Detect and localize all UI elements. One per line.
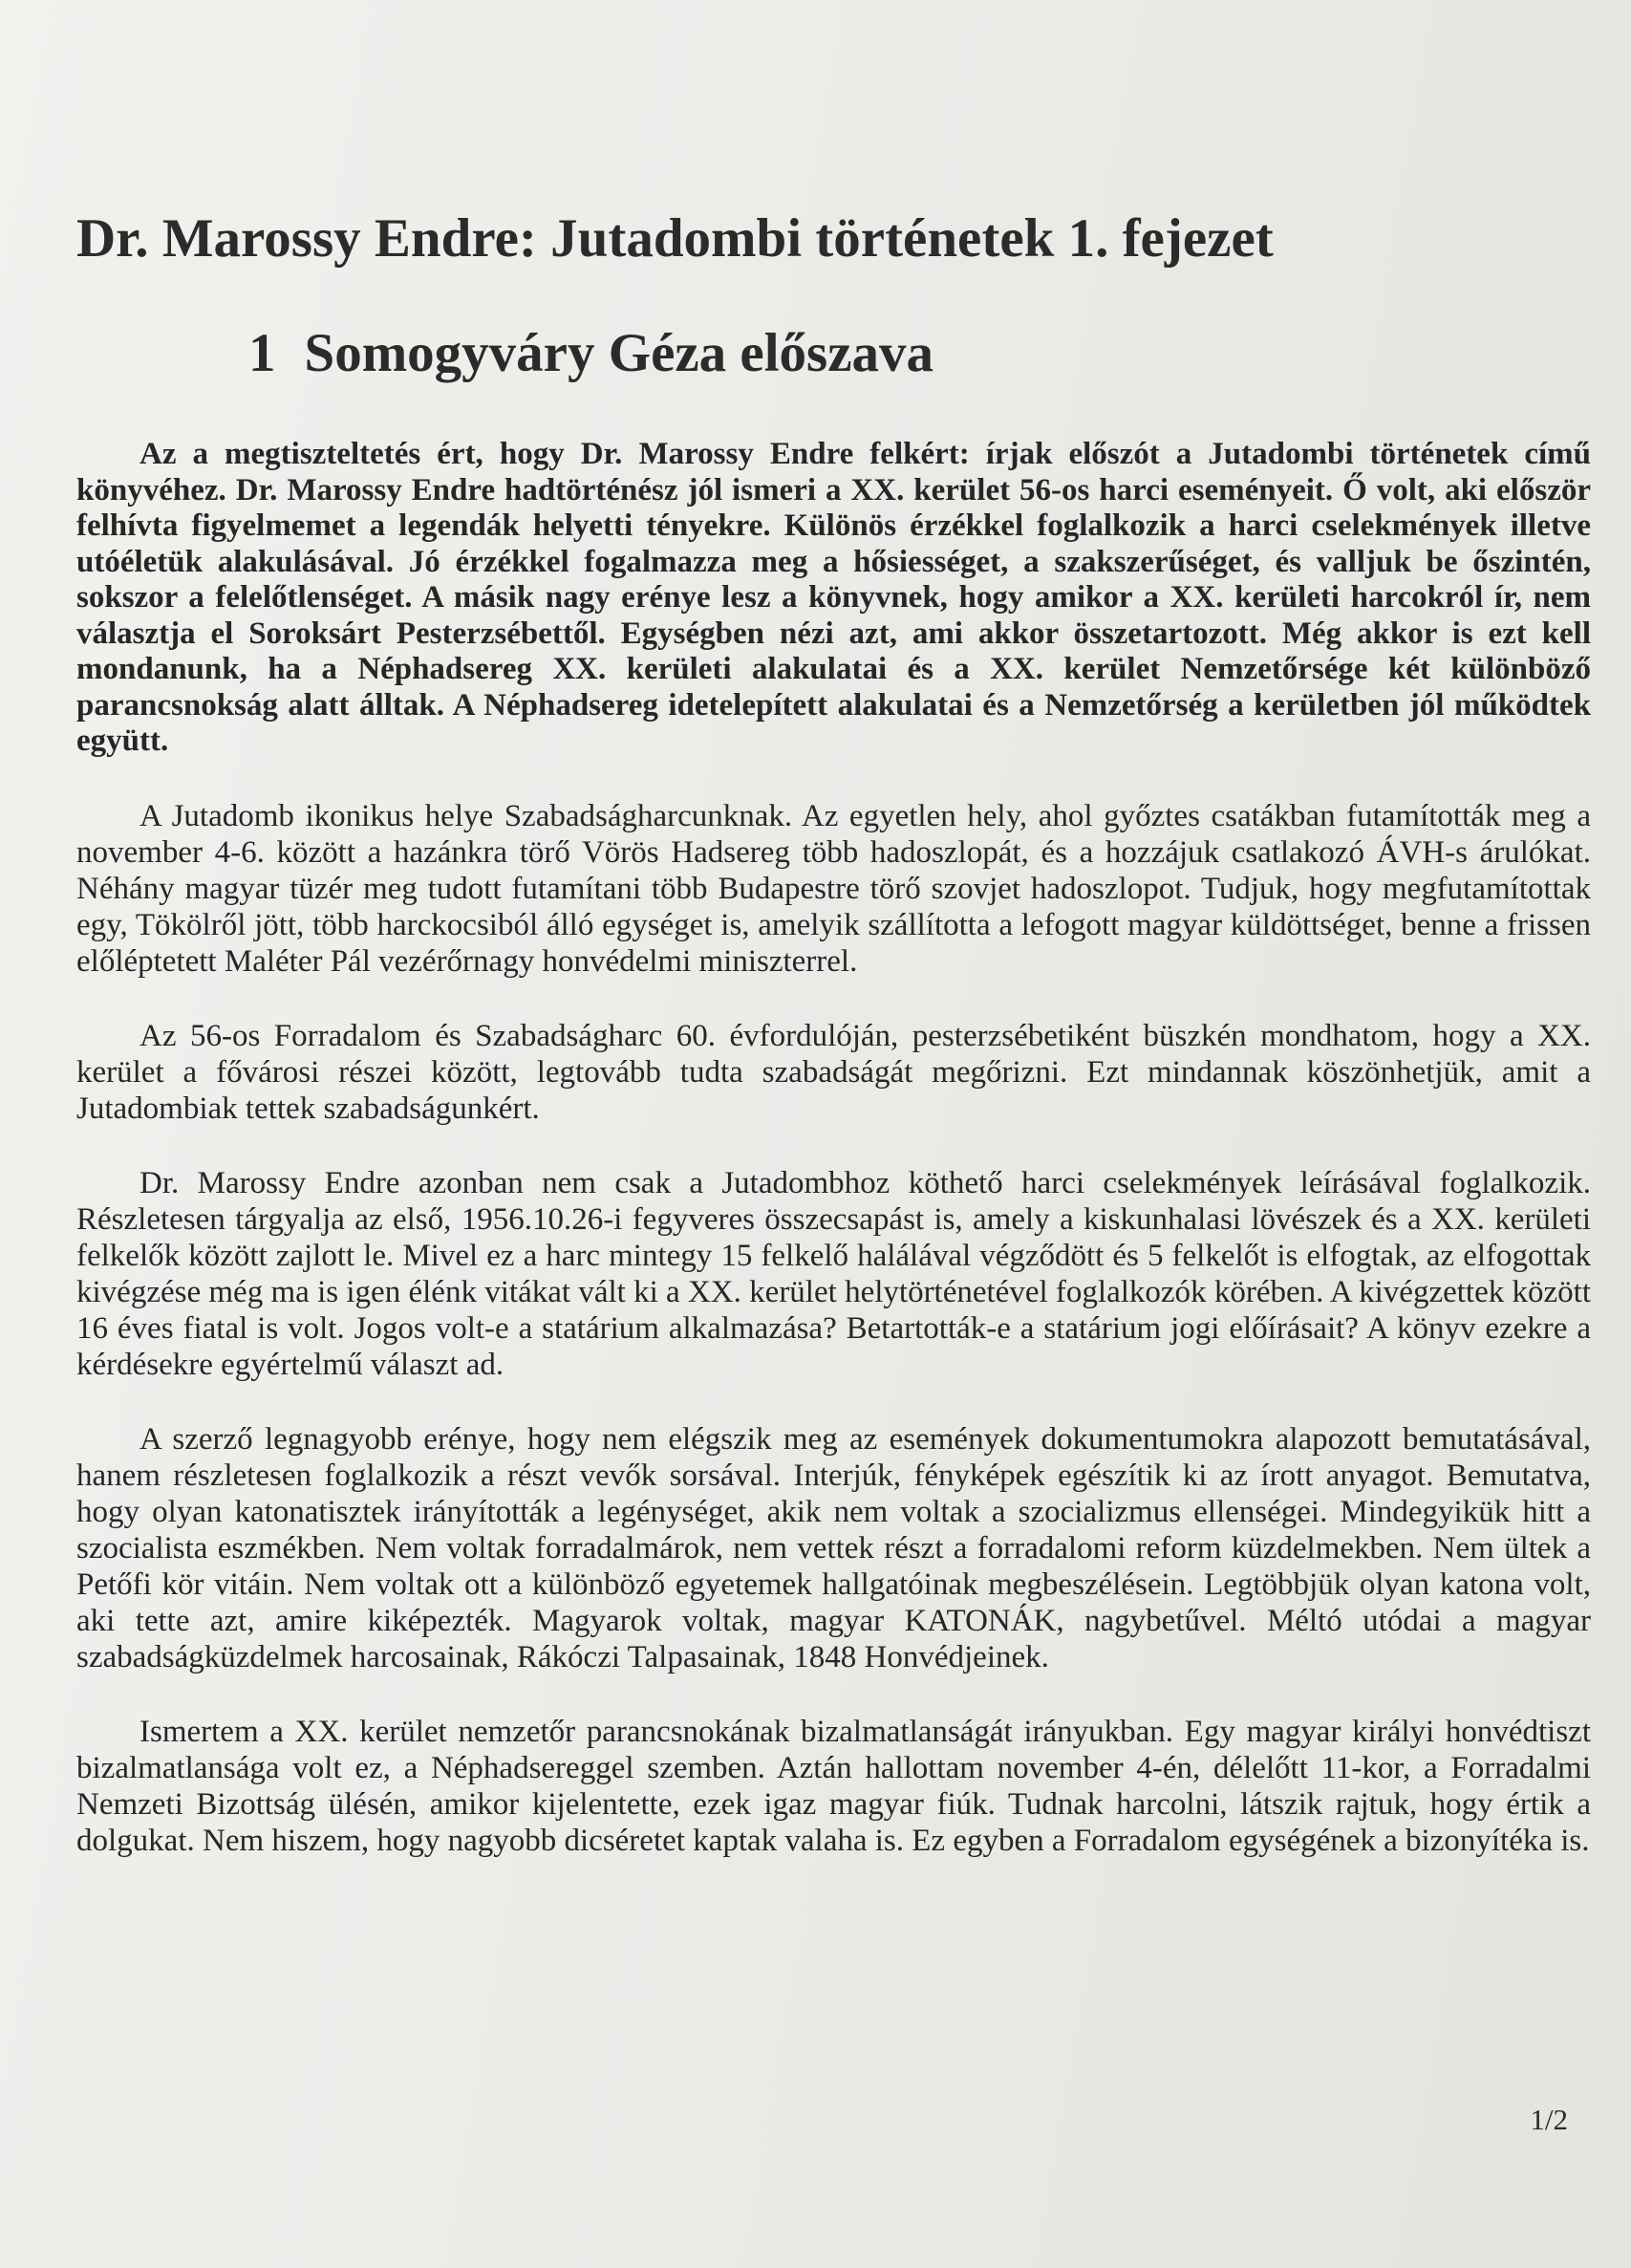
- paragraph-author-merit: A szerző legnagyobb erénye, hogy nem elégszik meg az események dokumentumokra alapozott bemutatásával, hanem részletesen foglalkozik a részt vevők sorsával. Interjúk, fényképek egészítik ki az írott anyagot. Bemutatva, hogy olyan katonatisztek irányították a legénységet, akik nem voltak a szocializmus ellenségei. Mindegyikük hitt a szocialista eszmékben. Nem voltak forradalmárok, nem vettek részt a forradalomi reform küzdelmekben. Nem ültek a Petőfi kör vitáin. Nem voltak ott a különböző egyetemek hallgatóinak megbeszélésein. Legtöbbjük olyan katona volt, aki tette azt, amire kiképezték. Magyarok voltak, magyar KATONÁK, nagybetűvel. Méltó utódai a magyar szabadságküzdelmek harcosainak, Rákóczi Talpasainak, 1848 Honvédjeinek.: [76, 1421, 1591, 1674]
- section-heading: [76, 311, 1591, 397]
- section-title: Somogyváry Géza előszava: [304, 323, 934, 383]
- paragraph-intro: Az a megtiszteltetés ért, hogy Dr. Marossy Endre felkért: írjak előszót a Jutadombi történetek című könyvéhez. Dr. Marossy Endre hadtörténész jól ismeri a XX. kerület 56-os harci eseményeit. Ő volt, aki először felhívta figyelmemet a legendák helyetti tényekre. Különös érzékkel foglalkozik a harci cselekmények illetve utóéletük alakulásával. Jó érzékkel fogalmazza meg a hősiességet, a szakszerűséget, és valljuk be őszintén, sokszor a felelőtlenséget. A másik nagy erénye lesz a könyvnek, hogy amikor a XX. kerületi harcokról ír, nem választja el Soroksárt Pesterzsébettől. Egységben nézi azt, ami akkor összetartozott. Még akkor is ezt kell mondanunk, ha a Néphadsereg XX. kerületi alakulatai és a XX. kerület Nemzetőrsége két különböző parancsnokság alatt álltak. A Néphadsereg idetelepített alakulatai és a Nemzetőrség a kerületben jól működtek együtt.: [76, 437, 1591, 758]
- paragraph-national-guard: Ismertem a XX. kerület nemzetőr parancsnokának bizalmatlanságát irányukban. Egy magyar királyi honvédtiszt bizalmatlansága volt ez, a Néphadsereggel szemben. Aztán hallottam november 4-én, délelőtt 11-kor, a Forradalmi Nemzeti Bizottság ülésén, amikor kijelentette, ezek igaz magyar fiúk. Tudnak harcolni, látszik rajtuk, hogy értik a dolgukat. Nem hiszem, hogy nagyobb dicséretet kaptak valaha is. Ez egyben a Forradalom egységének a bizonyítéka is.: [76, 1714, 1591, 1858]
- paragraph-jutadomb: A Jutadomb ikonikus helye Szabadságharcunknak. Az egyetlen hely, ahol győztes csatákban futamították meg a november 4-6. között a hazánkra törő Vörös Hadsereg több hadoszlopát, és a hozzájuk csatlakozó ÁVH-s árulókat. Néhány magyar tüzér meg tudott futamítani több Budapestre törő szovjet hadoszlopot. Tudjuk, hogy megfutamítottak egy, Tökölről jött, több harckocsiból álló egységet is, amelyik szállította a lefogott magyar küldöttséget, benne a frissen előléptetett Maléter Pál vezérőrnagy honvédelmi miniszterrel.: [76, 798, 1591, 979]
- paragraph-first-clash: Dr. Marossy Endre azonban nem csak a Jutadombhoz köthető harci cselekmények leírásával foglalkozik. Részletesen tárgyalja az első, 1956.10.26-i fegyveres összecsapást is, amely a kiskunhalasi lövészek és a XX. kerületi felkelők között zajlott le. Mivel ez a harc mintegy 15 felkelő halálával végződött és 5 felkelőt is elfogtak, az elfogottak kivégzése még ma is igen élénk vitákat vált ki a XX. kerület helytörténetével foglalkozók körében. A kivégzettek között 16 éves fiatal is volt. Jogos volt-e a statárium alkalmazása? Betartották-e a statárium jogi előírásait? A könyv ezekre a kérdésekre egyértelmű választ ad.: [76, 1165, 1591, 1382]
- section-number: 1: [248, 323, 276, 383]
- page-number: 1/2: [1530, 2103, 1568, 2136]
- document-title: Dr. Marossy Endre: Jutadombi történetek 1. fejezet: [76, 208, 1274, 269]
- paragraph-anniversary: Az 56-os Forradalom és Szabadságharc 60. évfordulóján, pesterzsébetiként büszkén mondhatom, hogy a XX. kerület a fővárosi részei között, legtovább tudta szabadságát megőrizni. Ezt mindannak köszönhetjük, amit a Jutadombiak tettek szabadságunkért.: [76, 1018, 1591, 1126]
- document-body: [76, 196, 1591, 1859]
